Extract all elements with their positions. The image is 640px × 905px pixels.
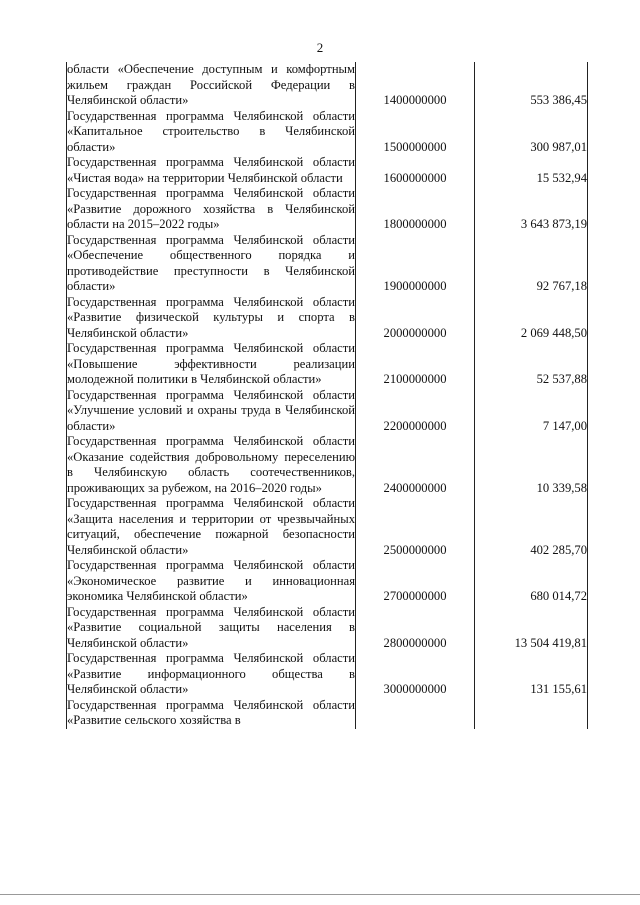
table-row: [67, 295, 588, 342]
table-row: [67, 186, 588, 233]
table-row: [67, 341, 588, 388]
budget-table-body: [67, 62, 588, 729]
amount-cell: 680 014,72: [475, 558, 588, 605]
amount-cell: 300 987,01: [475, 109, 588, 156]
amount-cell: 92 767,18: [475, 233, 588, 295]
amount-cell: 15 532,94: [475, 155, 588, 186]
table-row: [67, 233, 588, 295]
amount-cell: 553 386,45: [475, 62, 588, 109]
table-row: [67, 62, 588, 109]
amount-cell: 52 537,88: [475, 341, 588, 388]
target-code-cell: 1500000000: [356, 109, 475, 156]
program-name-cell: области «Обеспечение доступным и комфортным жильем граждан Российской Федерации в Челябинской области»: [67, 62, 355, 107]
program-name-cell: Государственная программа Челябинской области «Развитие социальной защиты населения в Челябинской области»: [67, 604, 355, 650]
program-name-cell: Государственная программа Челябинской области «Защита населения и территории от чрезвычайных ситуаций, обеспечение пожарной безопасности Челябинской области»: [67, 496, 355, 557]
table-row: [67, 698, 588, 729]
program-name-cell: Государственная программа Челябинской области «Развитие дорожного хозяйства в Челябинской области на 2015–2022 годы»: [67, 186, 355, 231]
program-name-cell: Государственная программа Челябинской области «Чистая вода» на территории Челябинской области: [67, 155, 355, 185]
table-row: [67, 109, 588, 156]
program-name-cell: Государственная программа Челябинской области «Капитальное строительство в Челябинской области»: [67, 108, 355, 154]
target-code-cell: 1800000000: [356, 186, 475, 233]
program-name-cell: Государственная программа Челябинской области «Развитие физической культуры и спорта в Челябинской области»: [67, 294, 355, 340]
amount-cell: 3 643 873,19: [475, 186, 588, 233]
budget-table: [66, 62, 588, 729]
table-row: [67, 388, 588, 435]
table-row: [67, 434, 588, 496]
program-name-cell: Государственная программа Челябинской области «Повышение эффективности реализации молодежной политики в Челябинской области»: [67, 341, 355, 386]
page-number: 2: [316, 40, 324, 55]
target-code-cell: 2700000000: [356, 558, 475, 605]
table-row: [67, 155, 588, 186]
target-code-cell: 2200000000: [356, 388, 475, 435]
amount-cell: 402 285,70: [475, 496, 588, 558]
program-name-cell: Государственная программа Челябинской области «Развитие информационного общества в Челябинской области»: [67, 651, 355, 696]
program-name-cell: Государственная программа Челябинской области «Развитие сельского хозяйства в: [67, 697, 355, 727]
table-row: [67, 651, 588, 698]
target-code-cell: 2400000000: [356, 434, 475, 496]
target-code-cell: 2100000000: [356, 341, 475, 388]
target-code-cell: 1400000000: [356, 62, 475, 109]
table-row: [67, 558, 588, 605]
target-code-cell: 1600000000: [356, 155, 475, 186]
table-row: [67, 605, 588, 652]
amount-cell: 2 069 448,50: [475, 295, 588, 342]
target-code-cell: 3000000000: [356, 651, 475, 698]
amount-cell: [475, 698, 588, 729]
program-name-cell: Государственная программа Челябинской области «Оказание содействия добровольному переселению в Челябинскую область соотечественников, проживающих за рубежом, на 2016–2020 годы»: [67, 434, 355, 495]
target-code-cell: 2800000000: [356, 605, 475, 652]
target-code-cell: [356, 698, 475, 729]
target-code-cell: 2000000000: [356, 295, 475, 342]
program-name-cell: Государственная программа Челябинской области «Улучшение условий и охраны труда в Челябинской области»: [67, 387, 355, 433]
target-code-cell: 2500000000: [356, 496, 475, 558]
amount-cell: 7 147,00: [475, 388, 588, 435]
amount-cell: 13 504 419,81: [475, 605, 588, 652]
amount-cell: 131 155,61: [475, 651, 588, 698]
program-name-cell: Государственная программа Челябинской области «Обеспечение общественного порядка и противодействие преступности в Челябинской области»: [67, 232, 355, 293]
table-row: [67, 496, 588, 558]
amount-cell: 10 339,58: [475, 434, 588, 496]
program-name-cell: Государственная программа Челябинской области «Экономическое развитие и инновационная экономика Челябинской области»: [67, 558, 355, 603]
target-code-cell: 1900000000: [356, 233, 475, 295]
page-bottom-rule: [0, 894, 640, 895]
